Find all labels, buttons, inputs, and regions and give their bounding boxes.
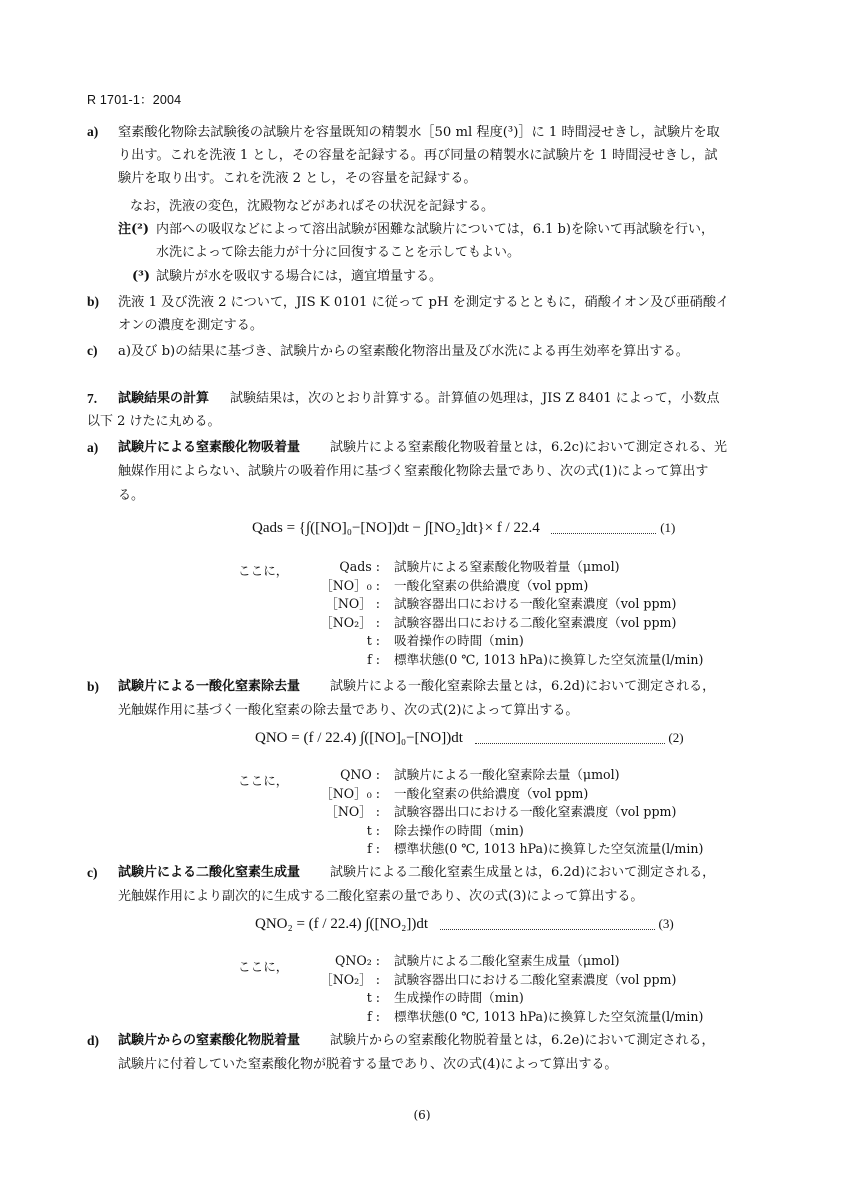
item-b-line1: 洗液 1 及び洗液 2 について，JIS K 0101 に従って pH を測定するとともに，硝酸イオン及び亜硝酸イ — [118, 295, 730, 310]
item-c-line1: a)及び b)の結果に基づき、試験片からの窒素酸化物溶出量及び水洗による再生効率を算出する。 — [118, 344, 689, 359]
sec7d-line2: 試験片に付着していた窒素酸化物が脱着する量であり、次の式(4)によって算出する。 — [118, 1057, 618, 1072]
note2-line1: 内部への吸収などによって溶出試験が困難な試験片については，6.1 b)を除いて再試験を行い， — [156, 222, 714, 237]
sec7-line2: 以下 2 けたに丸める。 — [87, 414, 221, 429]
formula-1-number: (1) — [660, 520, 676, 535]
definition-term: t : — [366, 990, 380, 1005]
definition-desc: 吸着操作の時間（min) — [394, 633, 524, 648]
sec7a-title: 試験片による窒素酸化物吸着量 — [118, 440, 301, 455]
definition-desc: 生成操作の時間（min) — [394, 990, 524, 1005]
formula-2-leader — [475, 733, 665, 744]
item-a-line3: 験片を取り出す。これを洗液 2 とし，その容量を記録する。 — [118, 171, 477, 186]
definition-term: f : — [367, 841, 380, 856]
definition-desc: 試験容器出口における一酸化窒素濃度（vol ppm) — [394, 804, 677, 819]
sec7d-title: 試験片からの窒素酸化物脱着量 — [118, 1033, 301, 1048]
definition-desc: 除去操作の時間（min) — [394, 822, 524, 838]
definition-term: f : — [367, 1008, 380, 1024]
definition-desc: 標準状態(0 ℃, 1013 hPa)に換算した空気流量(l/min) — [394, 1008, 704, 1024]
sec7a-label: a) — [87, 440, 99, 455]
note3-label: (³) — [132, 269, 150, 284]
definition-term: Qads : — [339, 559, 380, 574]
formula-3-number: (3) — [658, 916, 674, 931]
definition-desc: 試験容器出口における二酸化窒素濃度（vol ppm) — [394, 614, 677, 630]
formula-1 — [252, 520, 675, 537]
sec7c-label: c) — [87, 865, 98, 880]
item-a-text — [118, 121, 758, 190]
definition-desc: 試験片による二酸化窒素生成量（μmol) — [394, 953, 620, 968]
definition-term: t : — [366, 633, 380, 648]
defs1-intro: ここに， — [238, 563, 289, 578]
item-a-label: a) — [87, 124, 99, 139]
definition-desc: 標準状態(0 ℃, 1013 hPa)に換算した空気流量(l/min) — [394, 841, 704, 856]
sec7-title: 試験結果の計算 — [118, 391, 210, 406]
definition-term: ［NO₂］ : — [320, 614, 380, 630]
note2-line2: 水洗によって除去能力が十分に回復することを示してもよい。 — [156, 245, 521, 260]
sec7c-line1: 試験片による二酸化窒素生成量とは，6.2d)において測定される， — [330, 865, 716, 880]
definition-term: ［NO］₀ : — [320, 785, 380, 801]
definition-term: ［NO₂］ : — [320, 971, 380, 987]
item-b-label: b) — [87, 294, 100, 309]
definition-desc: 標準状態(0 ℃, 1013 hPa)に換算した空気流量(l/min) — [394, 651, 704, 667]
definition-term: QNO₂ : — [335, 953, 380, 968]
item-b-line2: オンの濃度を測定する。 — [118, 318, 264, 333]
sec7a-line1: 試験片による窒素酸化物吸着量とは，6.2c)において測定される、光 — [330, 440, 728, 455]
definition-term: t : — [366, 822, 380, 838]
formula-2-number: (2) — [668, 730, 684, 745]
sec7c-title: 試験片による二酸化窒素生成量 — [118, 865, 301, 880]
sec7b-title: 試験片による一酸化窒素除去量 — [118, 679, 301, 694]
item-a-line4: なお，洗液の変色，沈殿物などがあればその状況を記録する。 — [130, 199, 495, 214]
sec7a-line2: 触媒作用によらない、試験片の吸着作用に基づく窒素酸化物除去量であり、次の式(1)によって算出す — [118, 464, 709, 479]
definition-desc: 一酸化窒素の供給濃度（vol ppm) — [394, 577, 589, 593]
formula-3-leader — [440, 919, 655, 930]
note2-label: 注(²) — [118, 222, 149, 237]
sec7b-line2: 光触媒作用に基づく一酸化窒素の除去量であり、次の式(2)によって算出する。 — [118, 703, 579, 718]
formula-3-expr: QNO₂ = (f / 22.4) ∫([NO₂])dt — [255, 916, 428, 932]
sec7d-line1: 試験片からの窒素酸化物脱着量とは，6.2e)において測定される， — [330, 1033, 715, 1048]
sec7b-line1: 試験片による一酸化窒素除去量とは，6.2d)において測定される， — [330, 679, 716, 694]
formula-2 — [255, 730, 684, 747]
definition-desc: 試験片による一酸化窒素除去量（μmol) — [394, 767, 620, 782]
definition-term: QNO : — [340, 767, 380, 782]
definition-term: f : — [367, 651, 380, 667]
sec7a-line3: る。 — [118, 488, 145, 503]
definition-desc: 試験容器出口における二酸化窒素濃度（vol ppm) — [394, 971, 677, 987]
sec7-number: 7. — [87, 391, 98, 406]
defs2-intro: ここに， — [238, 773, 289, 788]
sec7b-label: b) — [87, 679, 100, 694]
formula-1-leader — [551, 523, 656, 534]
definition-desc: 試験容器出口における一酸化窒素濃度（vol ppm) — [394, 596, 677, 611]
formula-2-expr: QNO = (f / 22.4) ∫([NO]₀−[NO])dt — [255, 730, 463, 746]
item-c-label: c) — [87, 343, 98, 358]
formula-3 — [255, 916, 674, 933]
sec7-line1: 試験結果は，次のとおり計算する。計算値の処理は，JIS Z 8401 によって，小数点 — [230, 391, 720, 406]
definition-term: ［NO］₀ : — [320, 577, 380, 593]
page-number: (6) — [413, 1108, 431, 1122]
item-b-text — [118, 291, 758, 337]
note3-line1: 試験片が水を吸収する場合には，適宜増量する。 — [156, 269, 443, 284]
item-a-line2: り出す。これを洗液 1 とし，その容量を記録する。再び同量の精製水に試験片を 1 時間浸せきし，試 — [118, 148, 718, 163]
definition-desc: 試験片による窒素酸化物吸着量（μmol) — [394, 559, 620, 574]
formula-1-expr: Qads = {∫([NO]₀−[NO])dt − ∫[NO₂]dt}× f / 22.4 — [252, 520, 540, 536]
defs3-intro: ここに， — [238, 959, 289, 974]
definition-desc: 一酸化窒素の供給濃度（vol ppm) — [394, 785, 589, 801]
sec7d-label: d) — [87, 1033, 100, 1048]
item-a-line1: 窒素酸化物除去試験後の試験片を容量既知の精製水［50 ml 程度(³)］に 1 時間浸せきし，試験片を取 — [118, 125, 720, 140]
definition-term: ［NO］ : — [325, 804, 380, 819]
document-code: R 1701-1：2004 — [87, 93, 182, 107]
definition-term: ［NO］ : — [325, 596, 380, 611]
sec7c-line2: 光触媒作用により副次的に生成する二酸化窒素の量であり、次の式(3)によって算出する。 — [118, 889, 644, 904]
